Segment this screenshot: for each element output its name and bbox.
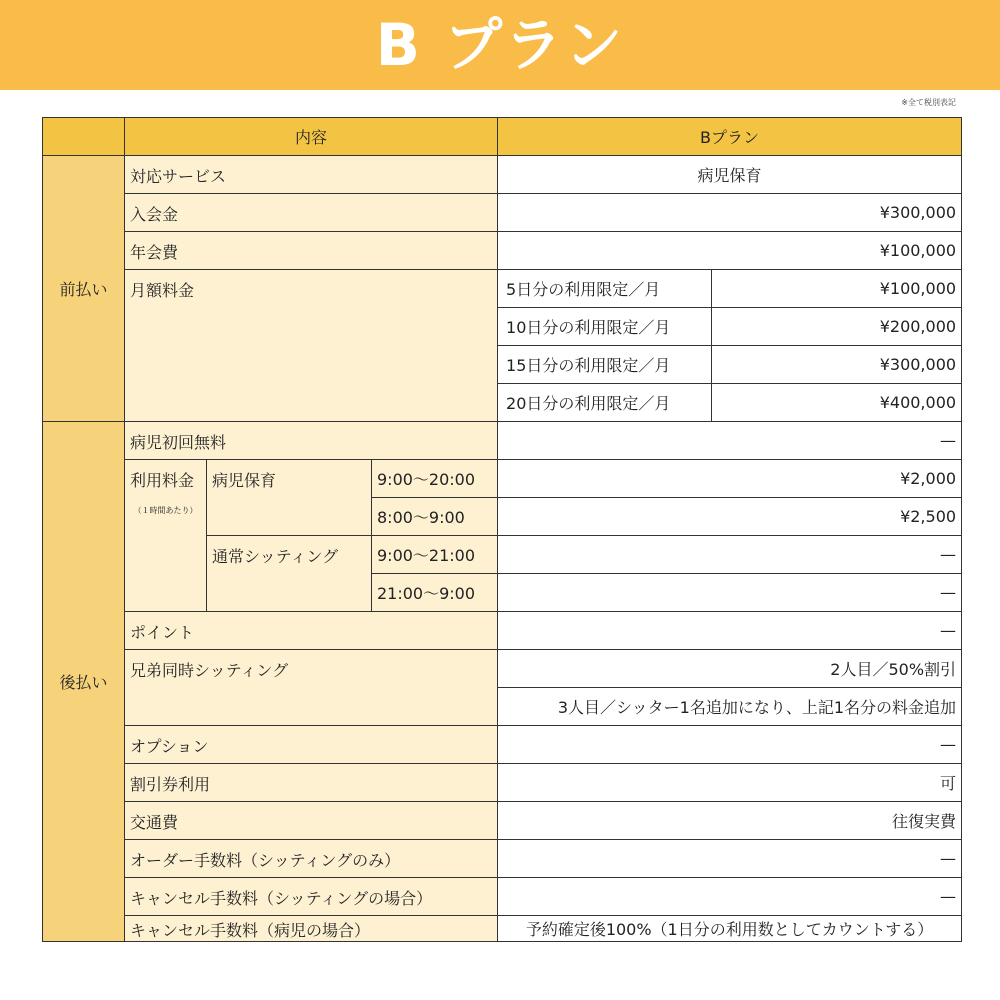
table-row <box>43 612 962 650</box>
table-row <box>43 650 962 688</box>
postpay-label: 後払い <box>43 422 125 942</box>
cancel-sick-label: キャンセル手数料（病児の場合） <box>125 916 498 942</box>
entry-fee-value: ¥300,000 <box>498 194 962 232</box>
table-row <box>43 802 962 840</box>
first-free-value: — <box>498 422 962 460</box>
table-row <box>43 156 962 194</box>
annual-fee-label: 年会費 <box>125 232 498 270</box>
time-slot: 21:00〜9:00 <box>372 574 498 612</box>
table-row <box>43 726 962 764</box>
service-label: 対応サービス <box>125 156 498 194</box>
usage-fee-title: 利用料金 <box>130 471 195 490</box>
time-slot-value: — <box>498 536 962 574</box>
table-row <box>43 460 962 498</box>
option-label: オプション <box>125 726 498 764</box>
table-row <box>43 422 962 460</box>
order-fee-value: — <box>498 840 962 878</box>
plan-table <box>42 117 962 942</box>
siblings-value: 2人目／50%割引 <box>498 650 962 688</box>
table-row <box>43 194 962 232</box>
cancel-sitting-label: キャンセル手数料（シッティングの場合） <box>125 878 498 916</box>
table-row <box>43 840 962 878</box>
time-slot-value: ¥2,500 <box>498 498 962 536</box>
monthly-tier-name: 15日分の利用限定／月 <box>498 346 712 384</box>
usage-fee-label <box>125 460 207 612</box>
sick-care-label: 病児保育 <box>207 460 372 536</box>
monthly-tier-value: ¥200,000 <box>712 308 962 346</box>
monthly-tier-value: ¥300,000 <box>712 346 962 384</box>
cancel-sick-value: 予約確定後100%（1日分の利用数としてカウントする） <box>498 916 962 942</box>
header-plan: Bプラン <box>498 118 962 156</box>
monthly-tier-name: 20日分の利用限定／月 <box>498 384 712 422</box>
coupon-value: 可 <box>498 764 962 802</box>
time-slot-value: — <box>498 574 962 612</box>
monthly-fee-label: 月額料金 <box>125 270 498 422</box>
monthly-tier-name: 10日分の利用限定／月 <box>498 308 712 346</box>
monthly-tier-value: ¥400,000 <box>712 384 962 422</box>
order-fee-label: オーダー手数料（シッティングのみ） <box>125 840 498 878</box>
plan-title: B プラン <box>375 11 625 79</box>
monthly-tier-name: 5日分の利用限定／月 <box>498 270 712 308</box>
entry-fee-label: 入会金 <box>125 194 498 232</box>
service-value: 病児保育 <box>498 156 962 194</box>
time-slot: 9:00〜20:00 <box>372 460 498 498</box>
transport-value: 往復実費 <box>498 802 962 840</box>
siblings-value: 3人目／シッター1名追加になり、上記1名分の料金追加 <box>498 688 962 726</box>
tax-note: ※全て税別表記 <box>901 98 956 107</box>
header-content: 内容 <box>125 118 498 156</box>
header-corner <box>43 118 125 156</box>
transport-label: 交通費 <box>125 802 498 840</box>
table-row <box>43 916 962 942</box>
header-row <box>43 118 962 156</box>
first-free-label: 病児初回無料 <box>125 422 498 460</box>
points-value: — <box>498 612 962 650</box>
table-row <box>43 232 962 270</box>
table-row <box>43 878 962 916</box>
option-value: — <box>498 726 962 764</box>
table-row <box>43 764 962 802</box>
monthly-tier-value: ¥100,000 <box>712 270 962 308</box>
usage-fee-note: （１時間あたり） <box>133 506 198 515</box>
time-slot-value: ¥2,000 <box>498 460 962 498</box>
points-label: ポイント <box>125 612 498 650</box>
sitting-label: 通常シッティング <box>207 536 372 612</box>
cancel-sitting-value: — <box>498 878 962 916</box>
annual-fee-value: ¥100,000 <box>498 232 962 270</box>
siblings-label: 兄弟同時シッティング <box>125 650 498 726</box>
table-row <box>43 270 962 308</box>
coupon-label: 割引券利用 <box>125 764 498 802</box>
prepay-label: 前払い <box>43 156 125 422</box>
time-slot: 9:00〜21:00 <box>372 536 498 574</box>
time-slot: 8:00〜9:00 <box>372 498 498 536</box>
